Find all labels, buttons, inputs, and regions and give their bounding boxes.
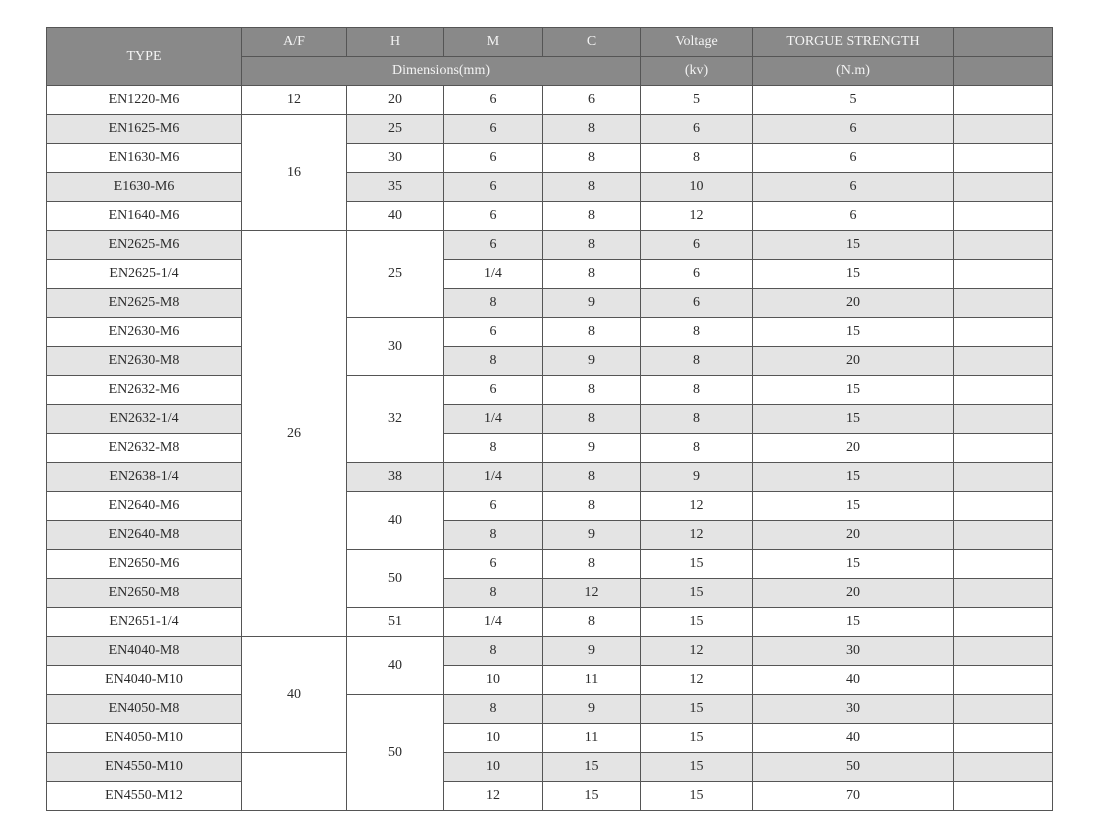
cell-extra: [954, 782, 1053, 811]
cell-voltage: 8: [641, 434, 753, 463]
cell-extra: [954, 144, 1053, 173]
cell-m: 1/4: [444, 405, 543, 434]
cell-type: EN4040-M10: [47, 666, 242, 695]
table-row: [47, 318, 1053, 347]
cell-m: 10: [444, 666, 543, 695]
cell-voltage: 6: [641, 231, 753, 260]
cell-voltage: 15: [641, 782, 753, 811]
cell-m: 6: [444, 86, 543, 115]
header-dimensions: Dimensions(mm): [242, 57, 641, 86]
cell-m: 8: [444, 289, 543, 318]
cell-torque: 50: [753, 753, 954, 782]
table-row: [47, 608, 1053, 637]
cell-af: 12: [242, 86, 347, 115]
cell-torque: 15: [753, 550, 954, 579]
cell-type: EN2630-M6: [47, 318, 242, 347]
cell-extra: [954, 260, 1053, 289]
cell-m: 1/4: [444, 463, 543, 492]
cell-m: 8: [444, 695, 543, 724]
cell-type: EN1630-M6: [47, 144, 242, 173]
cell-af: 40: [242, 637, 347, 753]
cell-h: 40: [347, 492, 444, 550]
cell-voltage: 6: [641, 115, 753, 144]
header-type: TYPE: [47, 28, 242, 86]
cell-c: 8: [543, 115, 641, 144]
cell-voltage: 8: [641, 405, 753, 434]
cell-torque: 5: [753, 86, 954, 115]
table-row: [47, 492, 1053, 521]
table-row: [47, 666, 1053, 695]
cell-voltage: 8: [641, 144, 753, 173]
cell-c: 9: [543, 347, 641, 376]
cell-c: 11: [543, 724, 641, 753]
cell-c: 9: [543, 434, 641, 463]
cell-voltage: 15: [641, 550, 753, 579]
cell-voltage: 12: [641, 521, 753, 550]
cell-extra: [954, 434, 1053, 463]
cell-type: EN1640-M6: [47, 202, 242, 231]
cell-af: 16: [242, 115, 347, 231]
cell-type: EN2650-M8: [47, 579, 242, 608]
table-row: [47, 637, 1053, 666]
cell-af: 26: [242, 231, 347, 637]
cell-extra: [954, 637, 1053, 666]
cell-c: 8: [543, 260, 641, 289]
cell-c: 11: [543, 666, 641, 695]
table-body: [47, 86, 1053, 811]
cell-type: EN2632-1/4: [47, 405, 242, 434]
cell-m: 6: [444, 144, 543, 173]
cell-torque: 15: [753, 608, 954, 637]
cell-type: EN4050-M10: [47, 724, 242, 753]
cell-torque: 30: [753, 637, 954, 666]
cell-type: EN1220-M6: [47, 86, 242, 115]
cell-extra: [954, 579, 1053, 608]
cell-m: 6: [444, 202, 543, 231]
cell-m: 6: [444, 115, 543, 144]
table-row: [47, 144, 1053, 173]
cell-c: 9: [543, 289, 641, 318]
cell-c: 6: [543, 86, 641, 115]
cell-extra: [954, 376, 1053, 405]
cell-m: 8: [444, 347, 543, 376]
header-row-1: [47, 28, 1053, 57]
cell-extra: [954, 202, 1053, 231]
table-row: [47, 521, 1053, 550]
cell-c: 8: [543, 608, 641, 637]
cell-voltage: 15: [641, 579, 753, 608]
table-row: [47, 86, 1053, 115]
table-row: [47, 347, 1053, 376]
cell-m: 8: [444, 521, 543, 550]
cell-voltage: 8: [641, 318, 753, 347]
table-row: [47, 405, 1053, 434]
cell-voltage: 9: [641, 463, 753, 492]
cell-c: 8: [543, 463, 641, 492]
cell-type: EN2650-M6: [47, 550, 242, 579]
table-row: [47, 231, 1053, 260]
cell-type: EN2625-M8: [47, 289, 242, 318]
cell-m: 1/4: [444, 260, 543, 289]
cell-c: 8: [543, 231, 641, 260]
cell-c: 8: [543, 144, 641, 173]
cell-h: 20: [347, 86, 444, 115]
cell-voltage: 12: [641, 202, 753, 231]
table-row: [47, 260, 1053, 289]
cell-voltage: 5: [641, 86, 753, 115]
cell-h: 50: [347, 550, 444, 608]
cell-extra: [954, 608, 1053, 637]
header-voltage-unit: (kv): [641, 57, 753, 86]
cell-type: EN2630-M8: [47, 347, 242, 376]
cell-extra: [954, 318, 1053, 347]
cell-extra: [954, 173, 1053, 202]
cell-h: 25: [347, 231, 444, 318]
cell-extra: [954, 463, 1053, 492]
cell-torque: 6: [753, 202, 954, 231]
cell-torque: 15: [753, 260, 954, 289]
cell-voltage: 6: [641, 289, 753, 318]
cell-m: 8: [444, 637, 543, 666]
table-header: [47, 28, 1053, 86]
cell-type: EN2640-M8: [47, 521, 242, 550]
table-row: [47, 173, 1053, 202]
table-row: [47, 115, 1053, 144]
header-h: H: [347, 28, 444, 57]
cell-m: 6: [444, 318, 543, 347]
cell-type: EN2625-1/4: [47, 260, 242, 289]
cell-voltage: 8: [641, 347, 753, 376]
cell-extra: [954, 492, 1053, 521]
header-af: A/F: [242, 28, 347, 57]
cell-voltage: 12: [641, 637, 753, 666]
cell-extra: [954, 289, 1053, 318]
cell-h: 51: [347, 608, 444, 637]
cell-c: 8: [543, 318, 641, 347]
table-row: [47, 550, 1053, 579]
cell-m: 12: [444, 782, 543, 811]
cell-torque: 20: [753, 579, 954, 608]
cell-m: 6: [444, 376, 543, 405]
cell-torque: 15: [753, 405, 954, 434]
cell-type: EN4050-M8: [47, 695, 242, 724]
cell-c: 8: [543, 405, 641, 434]
header-extra: [954, 28, 1053, 57]
cell-m: 6: [444, 173, 543, 202]
cell-torque: 15: [753, 376, 954, 405]
cell-type: EN2651-1/4: [47, 608, 242, 637]
cell-type: EN2632-M6: [47, 376, 242, 405]
header-m: M: [444, 28, 543, 57]
cell-torque: 20: [753, 434, 954, 463]
cell-h: 50: [347, 695, 444, 811]
header-voltage: Voltage: [641, 28, 753, 57]
cell-m: 8: [444, 434, 543, 463]
cell-torque: 6: [753, 115, 954, 144]
table-row: [47, 579, 1053, 608]
cell-extra: [954, 86, 1053, 115]
cell-extra: [954, 550, 1053, 579]
cell-h: 40: [347, 202, 444, 231]
cell-voltage: 8: [641, 376, 753, 405]
cell-c: 9: [543, 521, 641, 550]
cell-type: EN4550-M10: [47, 753, 242, 782]
cell-voltage: 12: [641, 666, 753, 695]
cell-c: 9: [543, 637, 641, 666]
cell-extra: [954, 695, 1053, 724]
cell-m: 6: [444, 492, 543, 521]
table-row: [47, 376, 1053, 405]
spec-table: [46, 27, 1053, 811]
cell-torque: 15: [753, 318, 954, 347]
cell-type: EN4040-M8: [47, 637, 242, 666]
cell-m: 8: [444, 579, 543, 608]
cell-extra: [954, 347, 1053, 376]
cell-h: 25: [347, 115, 444, 144]
cell-type: EN2625-M6: [47, 231, 242, 260]
cell-c: 8: [543, 492, 641, 521]
cell-m: 1/4: [444, 608, 543, 637]
header-torque: TORGUE STRENGTH: [753, 28, 954, 57]
cell-h: 30: [347, 318, 444, 376]
cell-m: 6: [444, 231, 543, 260]
cell-m: 10: [444, 724, 543, 753]
cell-voltage: 15: [641, 724, 753, 753]
table-row: [47, 463, 1053, 492]
cell-m: 6: [444, 550, 543, 579]
header-torque-unit: (N.m): [753, 57, 954, 86]
table-row: [47, 782, 1053, 811]
cell-c: 8: [543, 376, 641, 405]
cell-torque: 6: [753, 173, 954, 202]
cell-c: 15: [543, 782, 641, 811]
cell-extra: [954, 666, 1053, 695]
cell-torque: 20: [753, 289, 954, 318]
cell-c: 15: [543, 753, 641, 782]
table-row: [47, 434, 1053, 463]
cell-voltage: 12: [641, 492, 753, 521]
cell-af: [242, 753, 347, 811]
cell-torque: 15: [753, 492, 954, 521]
cell-torque: 15: [753, 463, 954, 492]
cell-type: EN1625-M6: [47, 115, 242, 144]
cell-voltage: 6: [641, 260, 753, 289]
header-extra-unit: [954, 57, 1053, 86]
cell-m: 10: [444, 753, 543, 782]
cell-c: 12: [543, 579, 641, 608]
cell-h: 40: [347, 637, 444, 695]
cell-torque: 20: [753, 521, 954, 550]
cell-type: EN2632-M8: [47, 434, 242, 463]
cell-type: EN2640-M6: [47, 492, 242, 521]
cell-type: E1630-M6: [47, 173, 242, 202]
cell-torque: 6: [753, 144, 954, 173]
cell-extra: [954, 231, 1053, 260]
table-row: [47, 202, 1053, 231]
cell-torque: 40: [753, 666, 954, 695]
cell-torque: 70: [753, 782, 954, 811]
cell-c: 9: [543, 695, 641, 724]
cell-voltage: 15: [641, 608, 753, 637]
cell-extra: [954, 521, 1053, 550]
cell-torque: 20: [753, 347, 954, 376]
cell-h: 35: [347, 173, 444, 202]
cell-torque: 40: [753, 724, 954, 753]
cell-voltage: 15: [641, 753, 753, 782]
cell-c: 8: [543, 202, 641, 231]
header-c: C: [543, 28, 641, 57]
table-row: [47, 724, 1053, 753]
cell-torque: 30: [753, 695, 954, 724]
cell-h: 38: [347, 463, 444, 492]
cell-voltage: 10: [641, 173, 753, 202]
cell-extra: [954, 405, 1053, 434]
cell-type: EN2638-1/4: [47, 463, 242, 492]
cell-type: EN4550-M12: [47, 782, 242, 811]
cell-extra: [954, 753, 1053, 782]
table-row: [47, 753, 1053, 782]
cell-c: 8: [543, 173, 641, 202]
cell-torque: 15: [753, 231, 954, 260]
cell-voltage: 15: [641, 695, 753, 724]
table-row: [47, 289, 1053, 318]
cell-extra: [954, 724, 1053, 753]
table-row: [47, 695, 1053, 724]
cell-extra: [954, 115, 1053, 144]
cell-h: 30: [347, 144, 444, 173]
cell-h: 32: [347, 376, 444, 463]
cell-c: 8: [543, 550, 641, 579]
